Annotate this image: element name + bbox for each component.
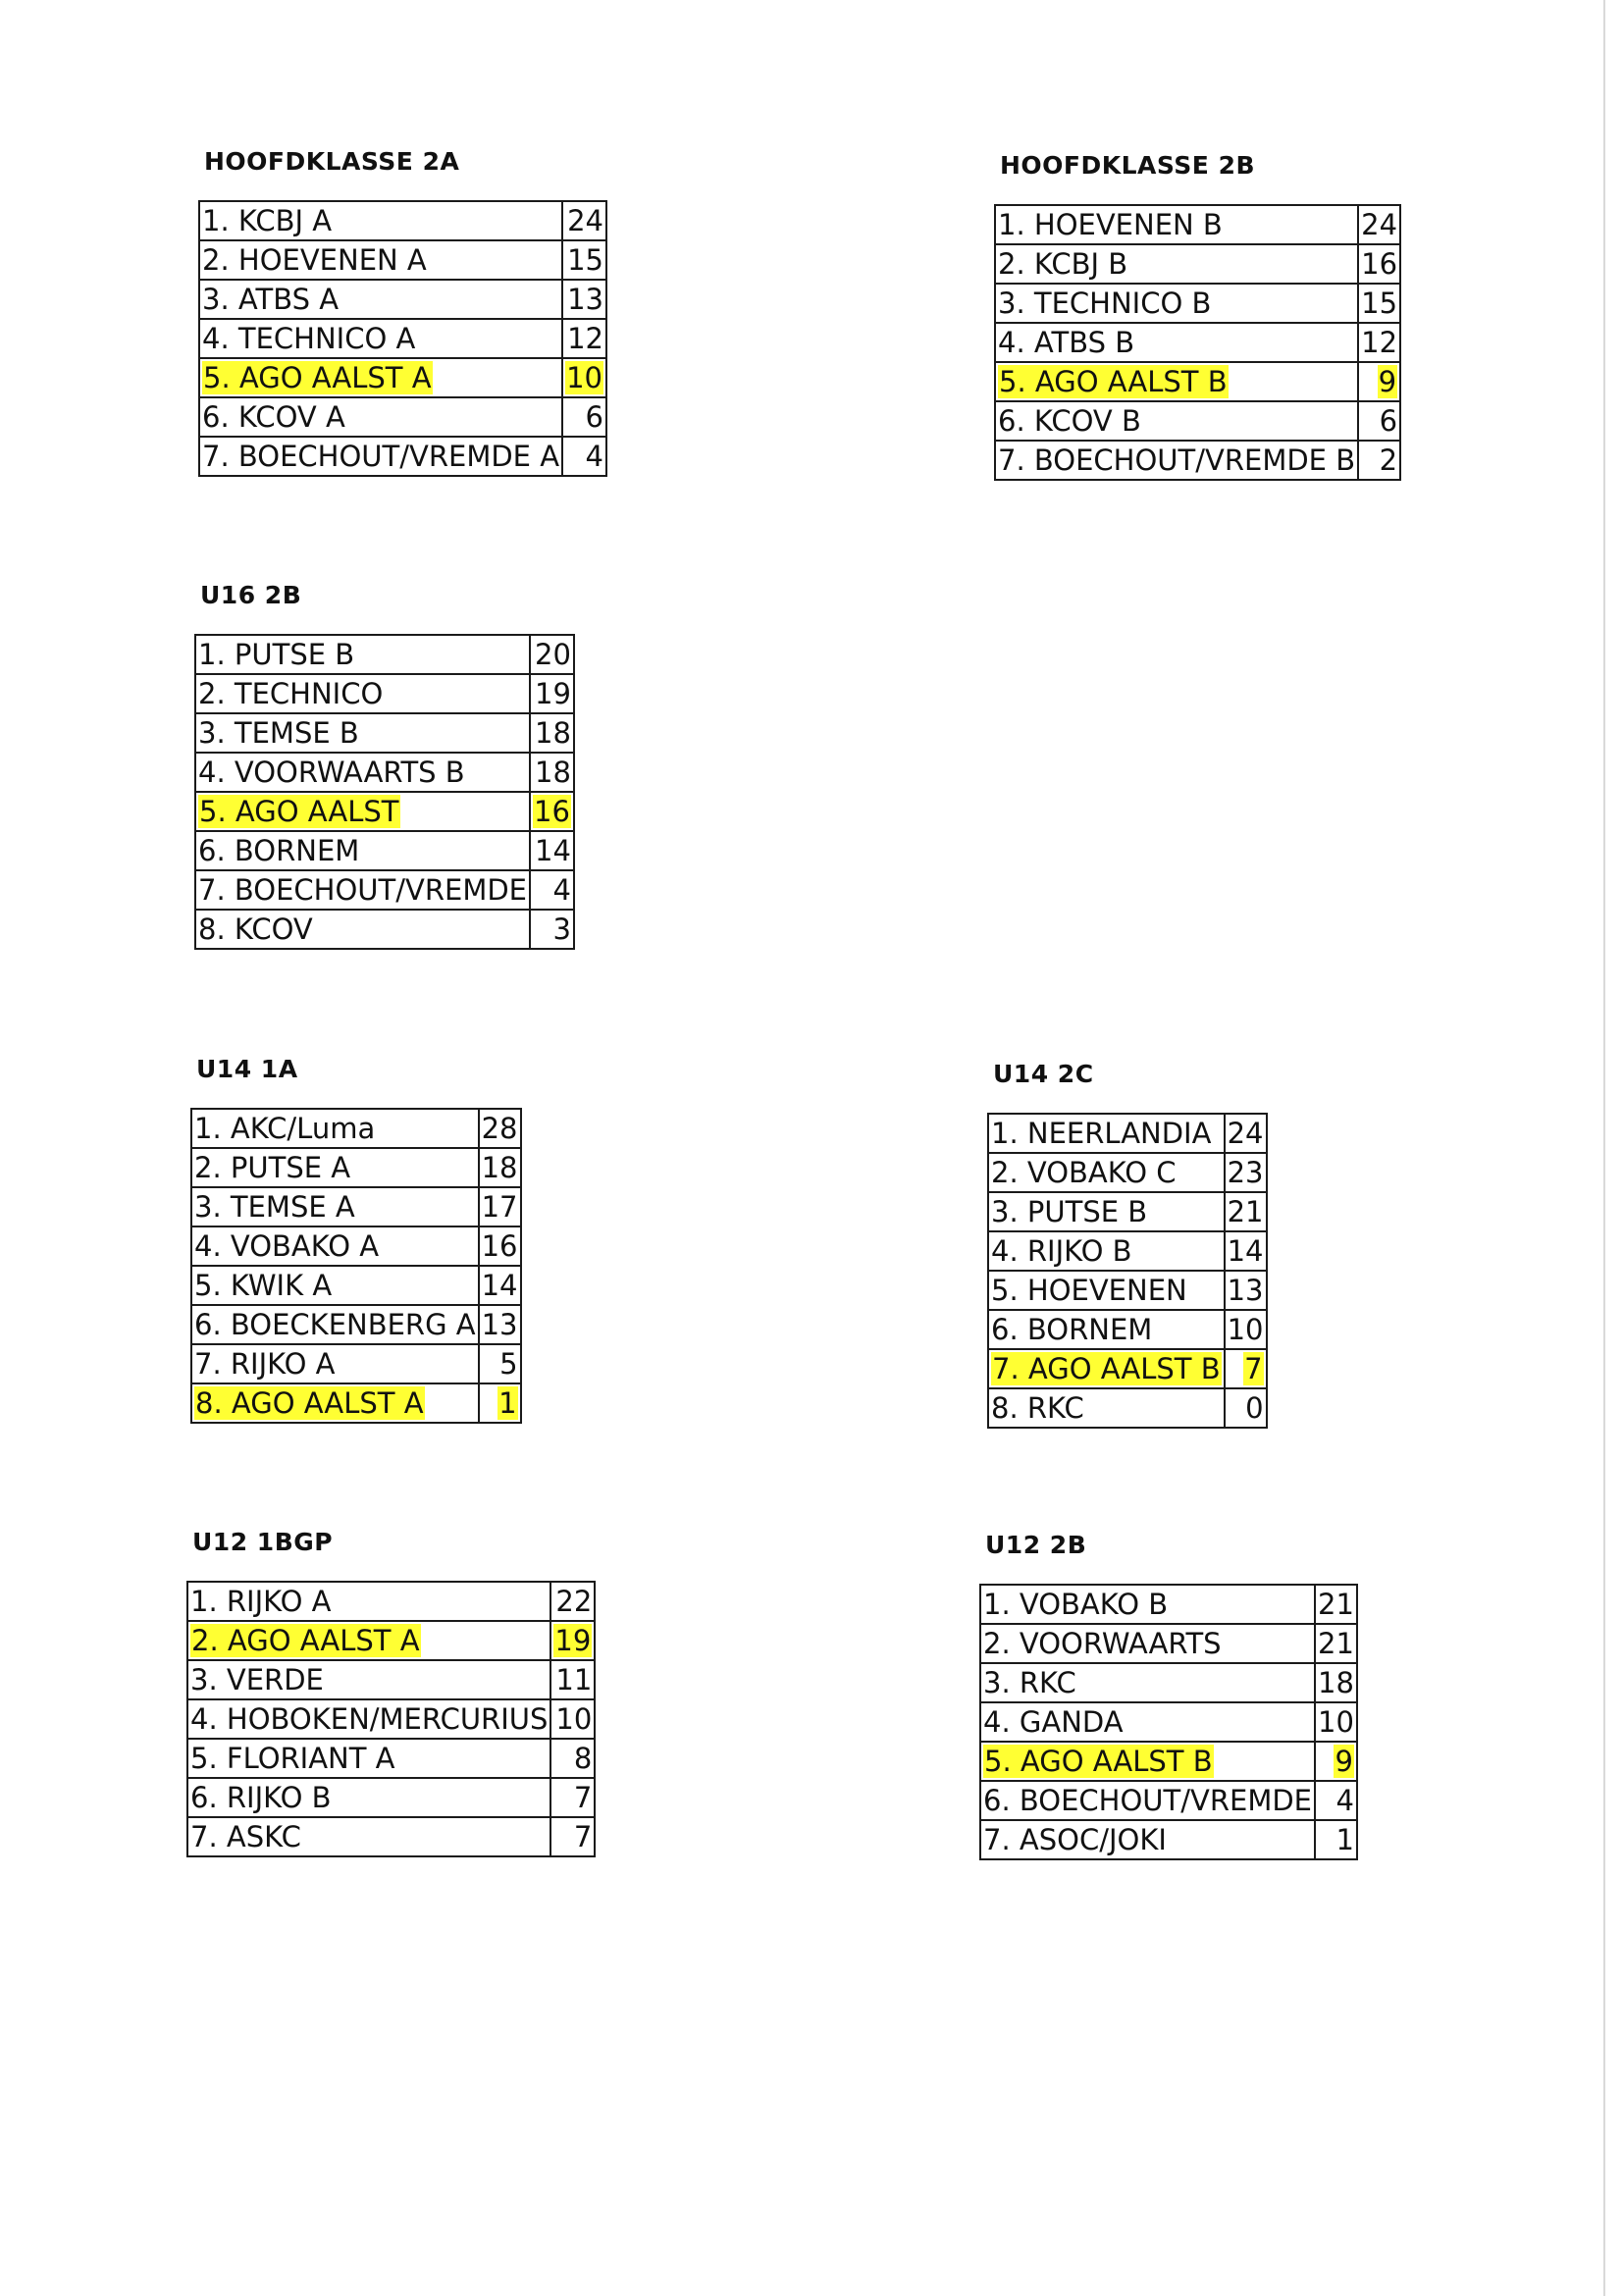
points-value: 3 [552,913,571,946]
points-cell [479,1344,521,1383]
points-value: 9 [1378,365,1397,398]
team-name: 5. FLORIANT A [190,1742,395,1775]
team-cell [199,240,562,280]
points-value: 13 [567,283,603,316]
team-cell [995,401,1358,441]
points-cell [1358,441,1400,480]
team-name: 4. VOBAKO A [194,1229,380,1263]
team-cell [988,1310,1225,1349]
standings-table [186,1581,596,1857]
section-title: U12 1BGP [192,1528,334,1556]
points-cell [550,1739,595,1778]
table-row [187,1621,595,1660]
team-name: 1. HOEVENEN B [998,208,1223,241]
table-row [195,831,574,870]
section-title: U14 1A [196,1055,298,1083]
table-row [199,397,606,437]
points-cell [1358,401,1400,441]
table-row [187,1739,595,1778]
points-cell [1315,1624,1357,1663]
team-name: 1. NEERLANDIA [991,1117,1212,1150]
team-cell [195,713,530,753]
team-cell [995,205,1358,244]
standings-table [994,204,1401,481]
table-row [199,319,606,358]
points-value: 8 [573,1742,593,1775]
table-row [988,1114,1267,1153]
team-name: 2. HOEVENEN A [202,243,427,277]
points-value: 12 [567,322,603,355]
team-name: 3. TECHNICO B [998,287,1212,320]
points-value: 1 [1335,1823,1354,1856]
points-cell [1225,1271,1267,1310]
team-name: 3. TEMSE B [198,716,359,750]
team-cell [191,1305,479,1344]
points-cell [550,1621,595,1660]
table-row [191,1344,521,1383]
points-value: 7 [573,1820,593,1853]
points-cell [479,1148,521,1187]
points-cell [479,1266,521,1305]
team-cell [191,1148,479,1187]
points-cell [479,1305,521,1344]
team-cell [195,831,530,870]
team-name: 3. ATBS A [202,283,340,316]
points-value: 19 [554,1624,592,1657]
points-cell [562,397,606,437]
points-cell [1358,244,1400,284]
points-cell [550,1699,595,1739]
points-cell [530,910,574,949]
table-row [191,1187,521,1226]
standings-table [190,1108,522,1424]
team-cell [988,1231,1225,1271]
points-value: 7 [1244,1352,1263,1385]
team-cell [995,244,1358,284]
team-cell [995,441,1358,480]
points-value: 24 [567,204,603,237]
points-cell [530,753,574,792]
team-cell [187,1739,550,1778]
points-cell [1225,1192,1267,1231]
points-value: 16 [534,795,570,828]
points-value: 21 [1318,1627,1354,1660]
team-name: 7. ASOC/JOKI [983,1823,1167,1856]
points-cell [1225,1310,1267,1349]
section-title: U16 2B [200,581,302,609]
team-cell [995,323,1358,362]
points-cell [1315,1781,1357,1820]
points-value: 4 [1335,1784,1354,1817]
table-row [980,1663,1357,1702]
table-row [988,1310,1267,1349]
points-value: 13 [1227,1274,1264,1307]
points-value: 24 [1227,1117,1264,1150]
points-value: 28 [481,1112,518,1145]
team-name: 7. ASKC [190,1820,301,1853]
points-cell [1225,1114,1267,1153]
points-value: 17 [481,1190,518,1224]
points-cell [530,870,574,910]
points-value: 6 [1379,404,1398,438]
points-cell [562,437,606,476]
section-title: U12 2B [985,1531,1087,1559]
points-value: 21 [1227,1195,1264,1228]
team-name: 4. TECHNICO A [202,322,416,355]
team-cell [187,1778,550,1817]
points-value: 23 [1227,1156,1264,1189]
table-row [980,1585,1357,1624]
team-name: 5. AGO AALST B [999,365,1228,398]
section-title: HOOFDKLASSE 2A [204,147,460,176]
team-cell [191,1266,479,1305]
team-name: 2. KCBJ B [998,247,1128,281]
team-cell [195,792,530,831]
team-cell [191,1187,479,1226]
points-value: 12 [1361,326,1398,359]
points-cell [1358,205,1400,244]
table-row [199,201,606,240]
points-cell [530,792,574,831]
section-title: HOOFDKLASSE 2B [1000,151,1256,180]
points-value: 4 [585,440,603,473]
points-value: 11 [555,1663,593,1696]
table-row [195,792,574,831]
points-cell [1315,1742,1357,1781]
points-value: 10 [1318,1705,1354,1739]
team-name: 1. VOBAKO B [983,1588,1169,1621]
team-cell [199,280,562,319]
team-cell [199,319,562,358]
team-name: 5. AGO AALST [199,795,399,828]
table-row [988,1231,1267,1271]
table-row [995,323,1400,362]
team-name: 3. TEMSE A [194,1190,355,1224]
table-row [988,1192,1267,1231]
standings-table [987,1113,1268,1429]
team-cell [187,1660,550,1699]
points-value: 1 [498,1386,517,1420]
team-cell [191,1226,479,1266]
points-cell [1225,1231,1267,1271]
points-cell [1225,1153,1267,1192]
points-value: 22 [555,1585,593,1618]
points-cell [530,674,574,713]
table-row [191,1266,521,1305]
table-row [187,1778,595,1817]
team-name: 6. BORNEM [198,834,360,867]
points-cell [479,1187,521,1226]
points-cell [479,1226,521,1266]
points-value: 15 [567,243,603,277]
team-name: 6. KCOV A [202,400,345,434]
table-row [988,1271,1267,1310]
table-row [191,1109,521,1148]
points-cell [479,1109,521,1148]
points-value: 14 [535,834,571,867]
team-name: 5. KWIK A [194,1269,333,1302]
team-name: 1. PUTSE B [198,638,355,671]
team-cell [988,1388,1225,1428]
team-name: 6. BOECHOUT/VREMDE [983,1784,1313,1817]
points-cell [550,1582,595,1621]
table-row [995,284,1400,323]
table-row [980,1742,1357,1781]
table-row [980,1624,1357,1663]
points-value: 7 [573,1781,593,1814]
team-name: 3. RKC [983,1666,1076,1699]
section-title: U14 2C [993,1060,1094,1088]
team-cell [187,1582,550,1621]
points-cell [479,1383,521,1423]
team-name: 7. BOECHOUT/VREMDE [198,873,528,907]
team-cell [988,1153,1225,1192]
team-cell [980,1702,1315,1742]
team-cell [980,1585,1315,1624]
points-value: 4 [552,873,571,907]
table-row [195,674,574,713]
team-name: 5. AGO AALST A [203,361,432,394]
team-name: 2. VOBAKO C [991,1156,1177,1189]
team-cell [980,1742,1315,1781]
points-value: 15 [1361,287,1398,320]
table-row [995,205,1400,244]
table-row [191,1148,521,1187]
team-name: 5. AGO AALST B [984,1745,1213,1778]
table-row [995,441,1400,480]
team-cell [980,1820,1315,1859]
points-value: 2 [1379,444,1398,477]
team-cell [199,437,562,476]
team-name: 6. KCOV B [998,404,1141,438]
table-row [199,358,606,397]
table-row [980,1781,1357,1820]
team-cell [195,635,530,674]
team-cell [195,753,530,792]
table-row [187,1817,595,1856]
team-name: 2. PUTSE A [194,1151,351,1184]
table-row [995,401,1400,441]
points-cell [530,831,574,870]
table-row [187,1582,595,1621]
team-name: 6. RIJKO B [190,1781,332,1814]
team-name: 1. RIJKO A [190,1585,332,1618]
team-name: 4. HOBOKEN/MERCURIUS [190,1702,549,1736]
table-row [195,870,574,910]
table-row [187,1699,595,1739]
page-edge [1603,0,1605,2296]
table-row [199,437,606,476]
table-row [187,1660,595,1699]
team-cell [988,1114,1225,1153]
table-row [988,1388,1267,1428]
table-row [195,635,574,674]
points-cell [562,319,606,358]
points-cell [1315,1663,1357,1702]
points-cell [562,201,606,240]
team-cell [995,284,1358,323]
points-value: 24 [1361,208,1398,241]
points-cell [562,280,606,319]
team-name: 2. TECHNICO [198,677,384,710]
team-cell [191,1109,479,1148]
team-name: 4. ATBS B [998,326,1135,359]
table-row [191,1226,521,1266]
team-name: 8. KCOV [198,913,313,946]
standings-table [194,634,575,950]
points-value: 10 [1227,1313,1264,1346]
points-value: 20 [535,638,571,671]
points-value: 10 [555,1702,593,1736]
team-name: 5. HOEVENEN [991,1274,1187,1307]
team-cell [995,362,1358,401]
team-name: 8. AGO AALST A [195,1386,424,1420]
table-row [988,1349,1267,1388]
table-row [191,1305,521,1344]
team-cell [988,1349,1225,1388]
points-cell [562,358,606,397]
team-cell [199,397,562,437]
points-cell [1358,323,1400,362]
team-cell [195,910,530,949]
team-cell [195,674,530,713]
team-cell [195,870,530,910]
table-row [995,244,1400,284]
team-cell [199,358,562,397]
points-value: 14 [1227,1234,1264,1268]
team-name: 4. RIJKO B [991,1234,1132,1268]
points-cell [1315,1702,1357,1742]
points-value: 19 [535,677,571,710]
points-cell [562,240,606,280]
team-cell [980,1781,1315,1820]
standings-table [979,1584,1358,1860]
team-name: 2. VOORWAARTS [983,1627,1222,1660]
team-name: 7. RIJKO A [194,1347,336,1381]
team-name: 1. KCBJ A [202,204,333,237]
table-row [199,280,606,319]
table-row [995,362,1400,401]
team-name: 3. PUTSE B [991,1195,1148,1228]
team-cell [191,1344,479,1383]
team-cell [980,1663,1315,1702]
table-row [195,753,574,792]
team-cell [988,1271,1225,1310]
points-value: 18 [481,1151,518,1184]
points-value: 16 [481,1229,518,1263]
team-cell [187,1817,550,1856]
points-cell [550,1660,595,1699]
team-name: 6. BOECKENBERG A [194,1308,476,1341]
points-value: 14 [481,1269,518,1302]
team-cell [187,1621,550,1660]
points-cell [530,635,574,674]
points-cell [1225,1349,1267,1388]
table-row [980,1820,1357,1859]
points-value: 18 [535,756,571,789]
team-name: 4. GANDA [983,1705,1124,1739]
team-name: 3. VERDE [190,1663,324,1696]
points-cell [1315,1820,1357,1859]
points-value: 16 [1361,247,1398,281]
points-value: 18 [1318,1666,1354,1699]
points-value: 18 [535,716,571,750]
team-name: 6. BORNEM [991,1313,1153,1346]
team-cell [187,1699,550,1739]
team-name: 8. RKC [991,1391,1084,1425]
team-cell [191,1383,479,1423]
team-name: 7. AGO AALST B [992,1352,1221,1385]
points-cell [550,1817,595,1856]
team-name: 7. BOECHOUT/VREMDE B [998,444,1356,477]
points-cell [1225,1388,1267,1428]
points-cell [530,713,574,753]
table-row [980,1702,1357,1742]
team-name: 7. BOECHOUT/VREMDE A [202,440,560,473]
points-cell [1358,362,1400,401]
standings-table [198,200,607,477]
team-cell [988,1192,1225,1231]
table-row [195,713,574,753]
points-cell [1358,284,1400,323]
team-name: 1. AKC/Luma [194,1112,376,1145]
team-cell [980,1624,1315,1663]
table-row [195,910,574,949]
table-row [988,1153,1267,1192]
points-value: 9 [1335,1745,1353,1778]
points-value: 0 [1245,1391,1264,1425]
points-cell [1315,1585,1357,1624]
points-value: 10 [566,361,602,394]
points-cell [550,1778,595,1817]
table-row [199,240,606,280]
team-cell [199,201,562,240]
points-value: 21 [1318,1588,1354,1621]
points-value: 13 [481,1308,518,1341]
table-row [191,1383,521,1423]
team-name: 4. VOORWAARTS B [198,756,465,789]
points-value: 6 [585,400,603,434]
points-value: 5 [499,1347,518,1381]
team-name: 2. AGO AALST A [191,1624,420,1657]
